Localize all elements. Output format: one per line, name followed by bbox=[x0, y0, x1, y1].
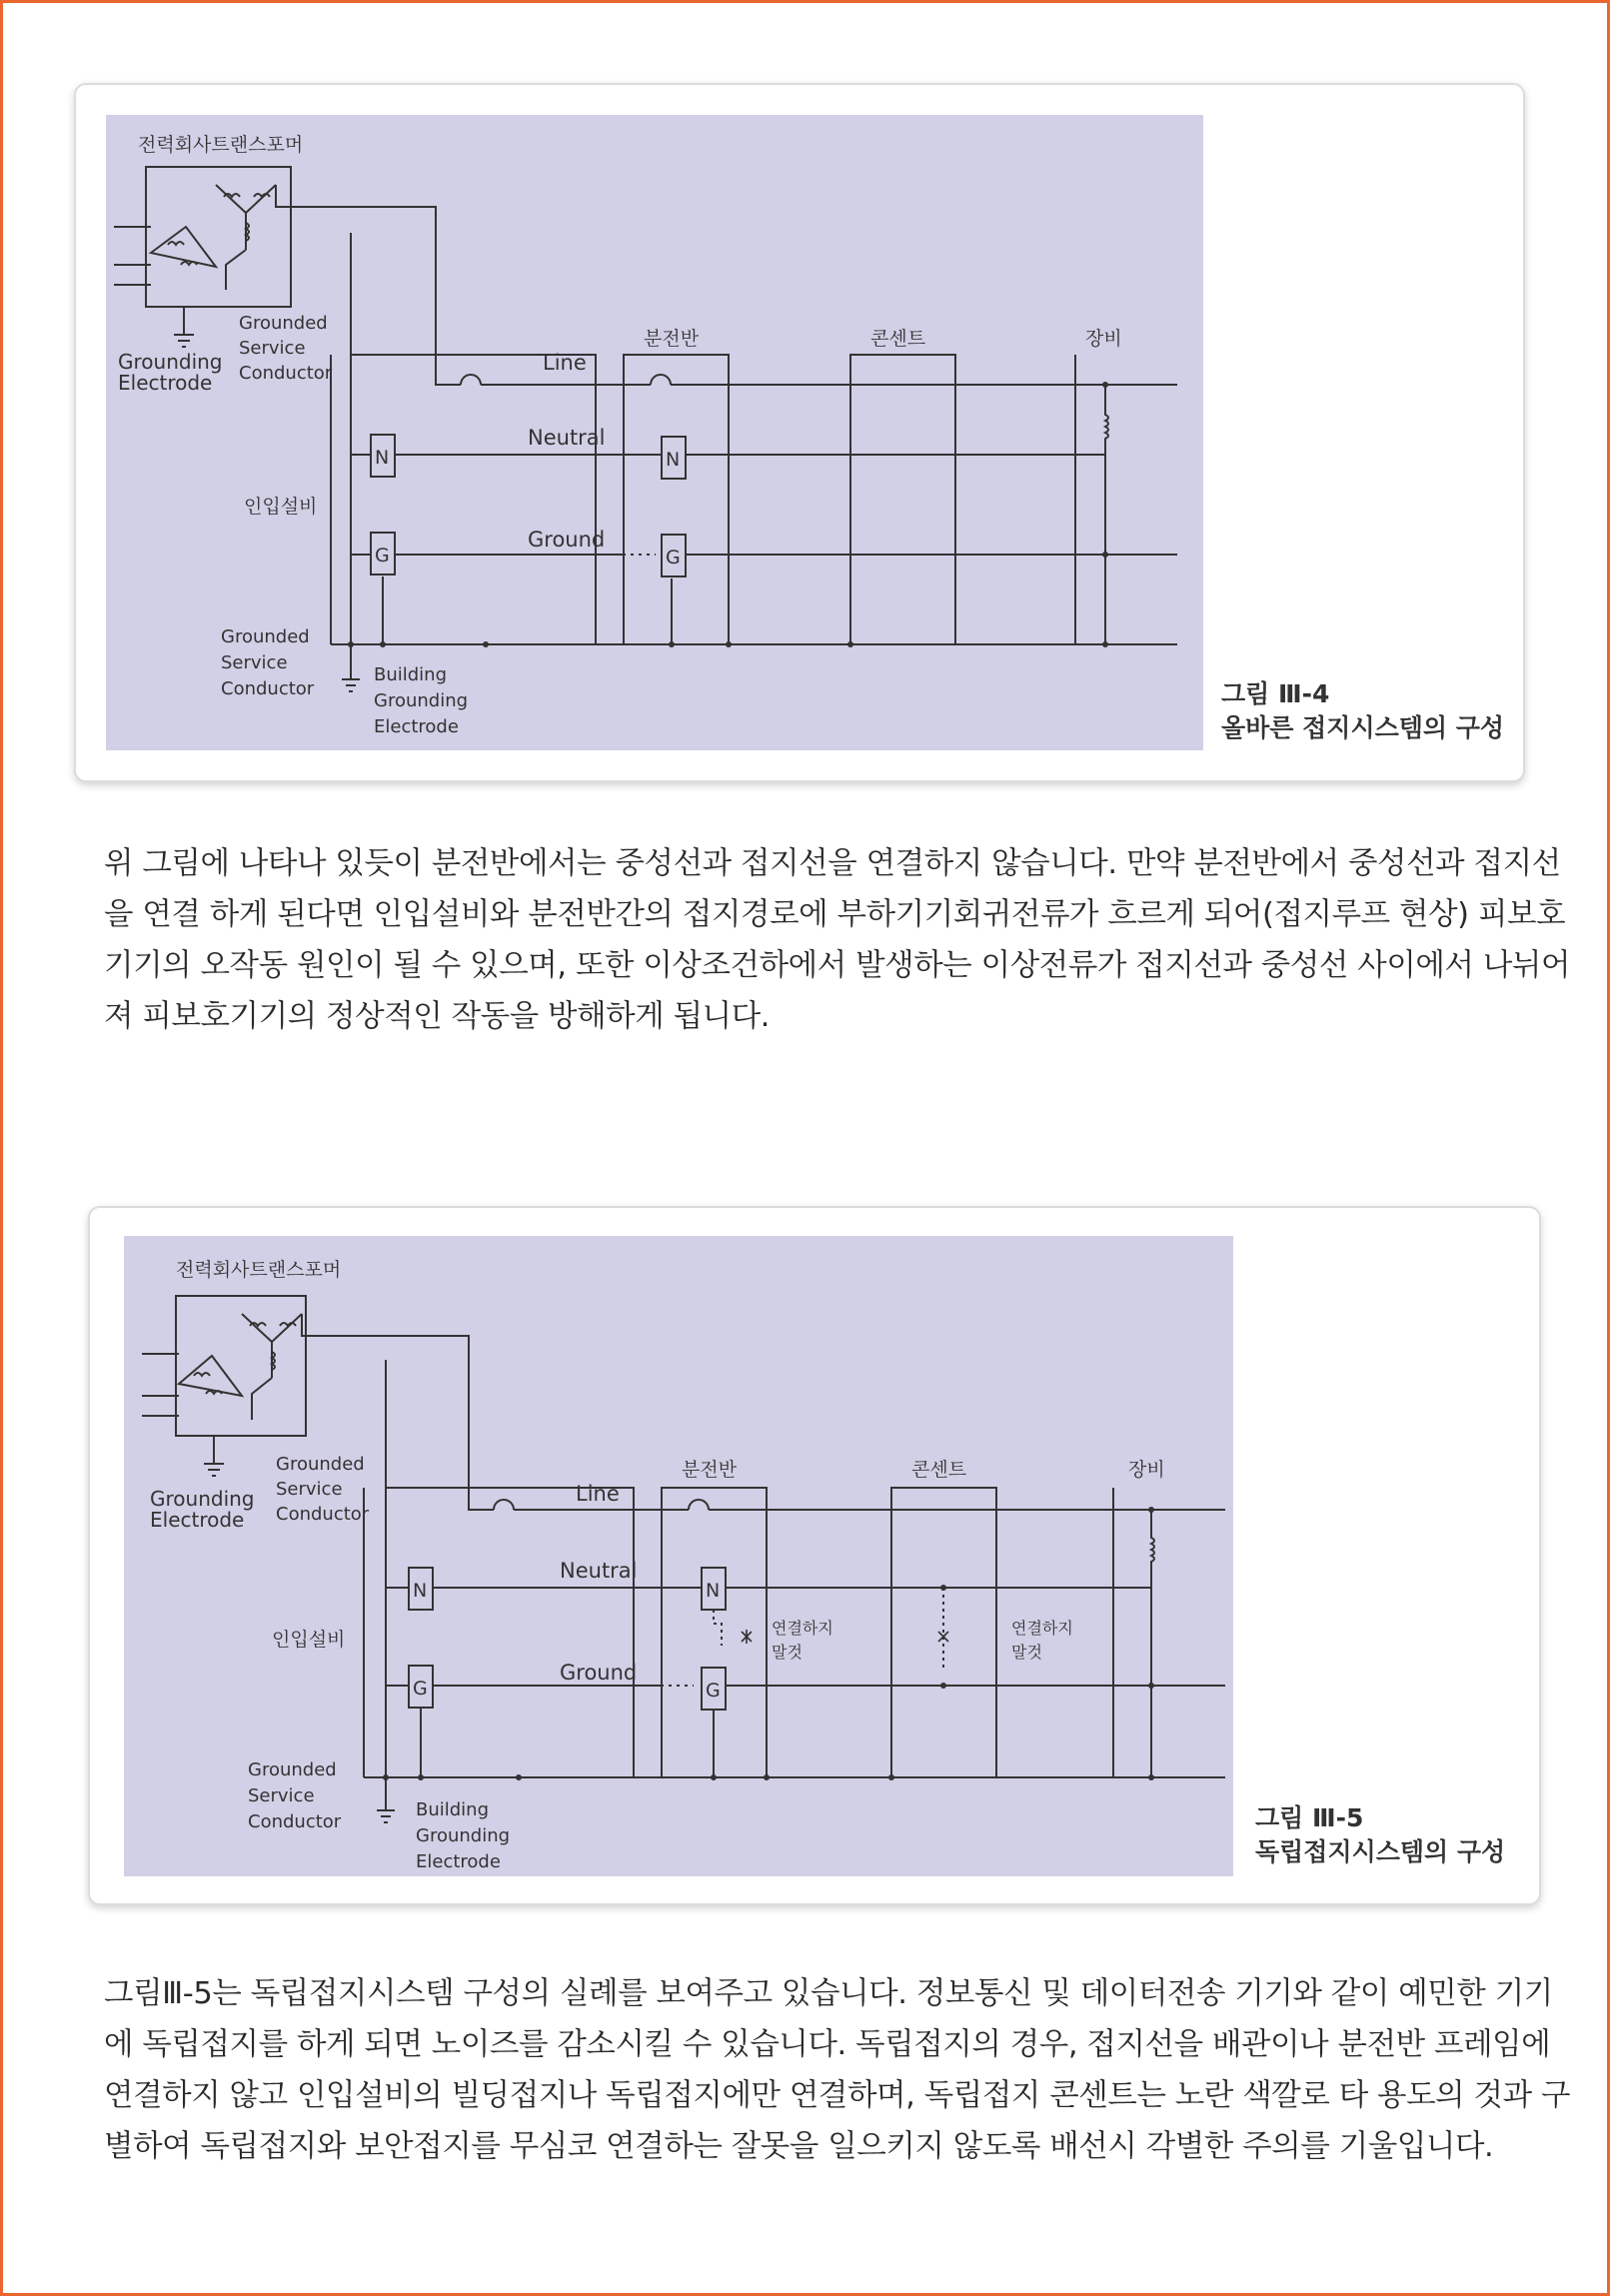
grounded-service-conductor-top-3: Conductor bbox=[239, 363, 333, 384]
grounding-diagram-2 bbox=[124, 1236, 1233, 1876]
neutral-label-2: Neutral bbox=[560, 1559, 638, 1583]
line-label-2: Line bbox=[576, 1482, 620, 1506]
grounded-service-conductor-top-2-1: Grounded bbox=[276, 1454, 365, 1475]
caption-number-2: 그림 Ⅲ-5 bbox=[1255, 1803, 1364, 1832]
grounded-service-conductor-bottom-3: Conductor bbox=[221, 678, 315, 699]
outlet-label-2: 콘센트 bbox=[911, 1459, 967, 1481]
grounded-service-conductor-bottom-2-2: Service bbox=[248, 1785, 315, 1806]
equipment-label-2: 장비 bbox=[1128, 1459, 1165, 1481]
n-terminal-panel: N bbox=[666, 449, 681, 471]
figure-caption-1 bbox=[1221, 677, 1504, 745]
line-label: Line bbox=[543, 351, 587, 375]
building-grounding-electrode-3: Electrode bbox=[374, 716, 459, 737]
do-not-connect-panel-1: 연결하지 bbox=[772, 1619, 833, 1638]
caption-title-1: 올바른 접지시스템의 구성 bbox=[1221, 713, 1505, 742]
neutral-label: Neutral bbox=[528, 426, 606, 450]
paragraph-1: 위 그림에 나타나 있듯이 분전반에서는 중성선과 접지선을 연결하지 않습니다. 만약 분전반에서 중성선과 접지선을 연결 하게 된다면 인입설비와 분전반간의 접지경로에 부하기기회귀전류가 흐르게 되어(접지루프 현상) 피보호기기의 오작동 원인이 될 수 있으며, 또한 이상조건하에서 발생하는 이상전류가 접지선과 중성선 사이에서 나뉘어져 피보호기기의 정상적인 작동을 방해하게 됩니다. bbox=[104, 846, 1571, 1034]
do-not-connect-outlet-1: 연결하지 bbox=[1011, 1619, 1073, 1638]
ground-label-2: Ground bbox=[560, 1661, 638, 1685]
grounded-service-conductor-bottom-2-3: Conductor bbox=[248, 1811, 342, 1832]
panel-label-2: 분전반 bbox=[682, 1459, 738, 1481]
g-terminal-service-2: G bbox=[413, 1678, 428, 1700]
do-not-connect-panel-2: 말것 bbox=[772, 1643, 803, 1662]
grounded-service-conductor-bottom-2-1: Grounded bbox=[248, 1759, 337, 1780]
g-terminal-panel: G bbox=[666, 547, 681, 569]
building-grounding-electrode-1: Building bbox=[374, 664, 448, 685]
panel-label: 분전반 bbox=[644, 328, 700, 350]
grounded-service-conductor-bottom-1: Grounded bbox=[221, 626, 310, 647]
transformer-label: 전력회사트랜스포머 bbox=[138, 134, 304, 156]
n-terminal-service: N bbox=[375, 447, 390, 469]
grounding-diagram-1 bbox=[106, 115, 1203, 750]
diagram-svg-1 bbox=[106, 115, 1203, 750]
caption-number-1: 그림 Ⅲ-4 bbox=[1221, 679, 1330, 708]
n-terminal-service-2: N bbox=[413, 1580, 428, 1602]
equipment-label: 장비 bbox=[1085, 328, 1122, 350]
building-grounding-electrode-2-3: Electrode bbox=[416, 1851, 501, 1872]
service-entrance-label: 인입설비 bbox=[244, 496, 318, 518]
diagram-svg-2 bbox=[124, 1236, 1233, 1876]
grounding-electrode-2: Electrode bbox=[118, 371, 213, 395]
grounding-electrode-2-2: Electrode bbox=[150, 1508, 245, 1532]
building-grounding-electrode-2: Grounding bbox=[374, 690, 469, 711]
caption-title-2: 독립접지시스템의 구성 bbox=[1255, 1837, 1506, 1866]
service-entrance-label-2: 인입설비 bbox=[272, 1629, 346, 1651]
transformer-label-2: 전력회사트랜스포머 bbox=[176, 1259, 342, 1281]
building-grounding-electrode-2-1: Building bbox=[416, 1799, 490, 1820]
grounding-electrode-2-1: Grounding bbox=[150, 1487, 255, 1511]
building-grounding-electrode-2-2: Grounding bbox=[416, 1825, 511, 1846]
g-terminal-panel-2: G bbox=[706, 1680, 721, 1702]
n-terminal-panel-2: N bbox=[706, 1580, 721, 1602]
g-terminal-service: G bbox=[375, 545, 390, 567]
paragraph-2: 그림Ⅲ-5는 독립접지시스템 구성의 실례를 보여주고 있습니다. 정보통신 및 데이터전송 기기와 같이 예민한 기기에 독립접지를 하게 되면 노이즈를 감소시킬 수 있습니다. 독립접지의 경우, 접지선을 배관이나 분전반 프레임에 연결하지 않고 인입설비의 빌딩접지나 독립접지에만 연결하며, 독립접지 콘센트는 노란 색깔로 타 용도의 것과 구별하여 독립접지와 보안접지를 무심코 연결하는 잘못을 일으키지 않도록 배선시 각별한 주의를 기울입니다. bbox=[104, 1976, 1571, 2164]
figure-card-2 bbox=[88, 1206, 1541, 1905]
grounded-service-conductor-top-2-3: Conductor bbox=[276, 1504, 370, 1525]
ground-label: Ground bbox=[528, 528, 606, 552]
do-not-connect-outlet-2: 말것 bbox=[1011, 1643, 1042, 1662]
figure-caption-2 bbox=[1255, 1801, 1505, 1869]
figure-card-1 bbox=[74, 83, 1525, 782]
grounded-service-conductor-top-1: Grounded bbox=[239, 313, 328, 334]
grounded-service-conductor-top-2: Service bbox=[239, 338, 306, 359]
outlet-label: 콘센트 bbox=[870, 328, 926, 350]
grounded-service-conductor-bottom-2: Service bbox=[221, 652, 288, 673]
grounded-service-conductor-top-2-2: Service bbox=[276, 1479, 343, 1500]
grounding-electrode-1: Grounding bbox=[118, 350, 223, 374]
